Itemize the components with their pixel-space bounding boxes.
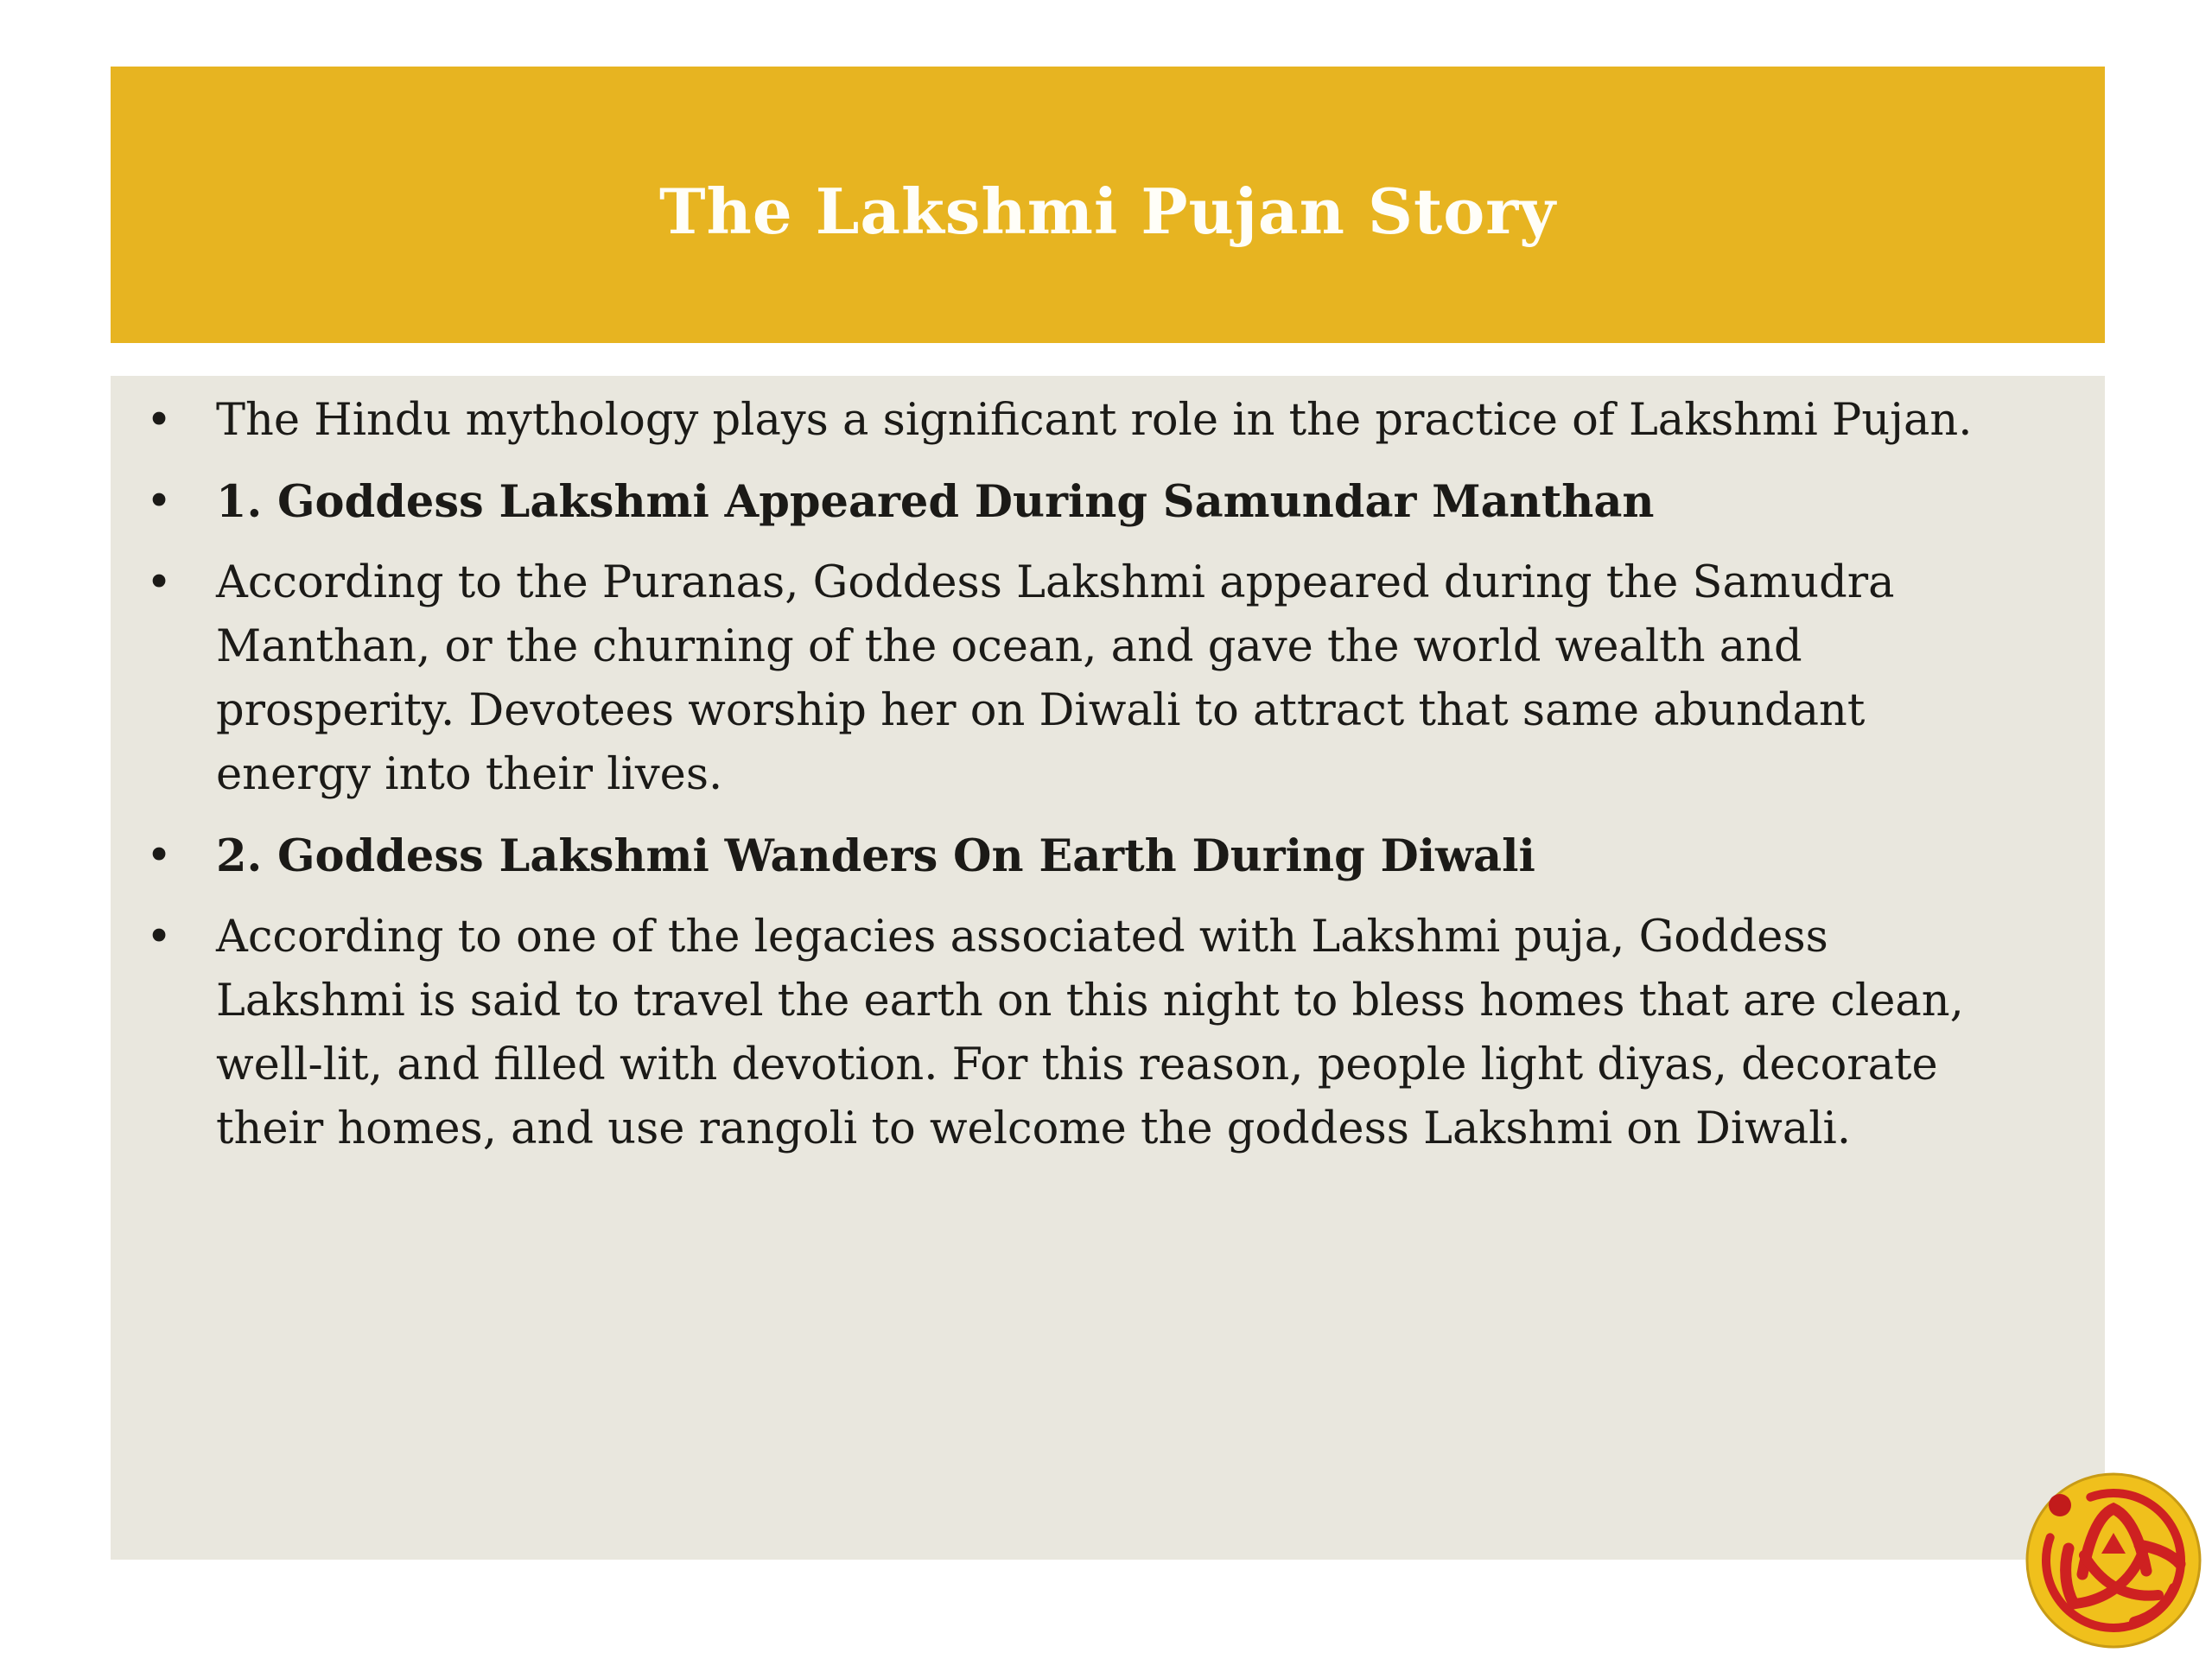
bullet-icon: • — [145, 476, 173, 527]
bullet-icon: • — [145, 912, 173, 963]
bullet-item — [111, 389, 2029, 453]
slide-title: The Lakshmi Pujan Story — [658, 174, 1557, 248]
bullet-list — [111, 376, 2105, 1161]
bullet-text: According to one of the legacies associated with Lakshmi puja, Goddess Lakshmi is said to travel the earth on this night to bless homes that are clean, well-lit, and filled with devotion. For this reason, people light diyas, decorate their homes, and use rangoli to welcome the goddess Lakshmi on Diwali. — [216, 912, 1964, 1154]
title-banner — [111, 67, 2105, 343]
content-panel — [111, 376, 2105, 1560]
bullet-item — [111, 551, 2029, 807]
bullet-icon: • — [145, 557, 173, 608]
bullet-text: 1. Goddess Lakshmi Appeared During Samundar Manthan — [216, 476, 1655, 528]
bullet-item-heading — [111, 824, 2029, 888]
bullet-text: According to the Puranas, Goddess Lakshmi appeared during the Samudra Manthan, or the churning of the ocean, and gave the world wealth and prosperity. Devotees worship her on Diwali to attract that same abundant energy into their lives. — [216, 557, 1895, 800]
bullet-item-heading — [111, 470, 2029, 534]
bullet-text: The Hindu mythology plays a significant role in the practice of Lakshmi Pujan. — [216, 395, 1973, 446]
bullet-icon: • — [145, 395, 173, 446]
bullet-item — [111, 906, 2029, 1161]
bullet-icon: • — [145, 830, 173, 881]
brand-logo — [2022, 1469, 2205, 1652]
bullet-text: 2. Goddess Lakshmi Wanders On Earth During Diwali — [216, 830, 1535, 882]
coin-emblem-icon — [2022, 1469, 2205, 1652]
